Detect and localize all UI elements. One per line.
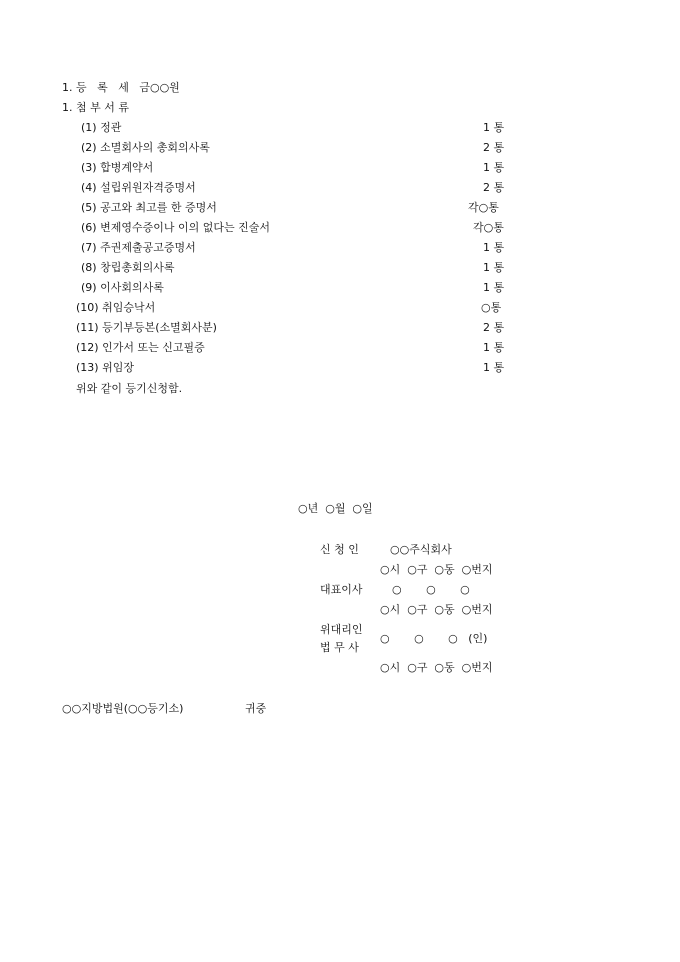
attachment-item-count: 1 통 [483, 161, 505, 174]
representative-address: ○시 ○구 ○동 ○번지 [380, 603, 493, 616]
attachment-item-label: (12) 인가서 또는 신고필증 [76, 341, 205, 354]
agent-label-line2: 법 무 사 [320, 641, 359, 654]
attachment-item-label: (4) 설립위원자격증명서 [81, 181, 196, 194]
attachment-item-count: 1 통 [483, 341, 505, 354]
representative-label: 대표이사 [320, 583, 363, 596]
attachment-item-label: (1) 정관 [81, 121, 122, 134]
agent-label-line1: 위대리인 [320, 623, 363, 636]
applicant-address: ○시 ○구 ○동 ○번지 [380, 563, 493, 576]
applicant-name: ○○주식회사 [390, 543, 452, 556]
attachment-item-count: 2 통 [483, 181, 505, 194]
attachment-item-label: (9) 이사회의사록 [81, 281, 164, 294]
court-name: ○○지방법원(○○등기소) [62, 702, 184, 715]
agent-address: ○시 ○구 ○동 ○번지 [380, 661, 493, 674]
attachment-item-count: 2 통 [483, 141, 505, 154]
attachment-item-count: 1 통 [483, 361, 505, 374]
attachment-item-count: 1 통 [483, 241, 505, 254]
attachment-item-label: (2) 소멸회사의 총회의사록 [81, 141, 210, 154]
attachment-item-label: (10) 취임승낙서 [76, 301, 156, 314]
attachment-item-count: ○통 [481, 301, 502, 314]
attachments-heading: 1. 첨 부 서 류 [62, 101, 129, 114]
agent-name-seal: ○ ○ ○ (인) [380, 632, 488, 645]
attachment-item-count: 1 통 [483, 261, 505, 274]
attachment-item-label: (8) 창립총회의사록 [81, 261, 175, 274]
closing-statement: 위와 같이 등기신청함. [76, 382, 183, 395]
registration-tax-line: 1. 등 록 세 금○○원 [62, 81, 180, 94]
attachment-item-count: 1 통 [483, 121, 505, 134]
court-suffix: 귀중 [245, 702, 267, 715]
attachment-item-label: (5) 공고와 최고를 한 증명서 [81, 201, 217, 214]
attachment-item-label: (13) 위임장 [76, 361, 134, 374]
filing-date: ○년 ○월 ○일 [298, 502, 373, 515]
attachment-item-label: (3) 합병계약서 [81, 161, 154, 174]
attachment-item-label: (6) 변제영수증이나 이의 없다는 진술서 [81, 221, 270, 234]
attachment-item-count: 각○통 [468, 201, 499, 214]
attachment-item-count: 각○통 [473, 221, 504, 234]
representative-name: ○ ○ ○ [392, 583, 470, 596]
applicant-label: 신 청 인 [320, 543, 359, 556]
attachment-item-label: (7) 주권제출공고증명서 [81, 241, 196, 254]
attachment-item-label: (11) 등기부등본(소멸회사분) [76, 321, 217, 334]
attachment-item-count: 1 통 [483, 281, 505, 294]
attachment-item-count: 2 통 [483, 321, 505, 334]
